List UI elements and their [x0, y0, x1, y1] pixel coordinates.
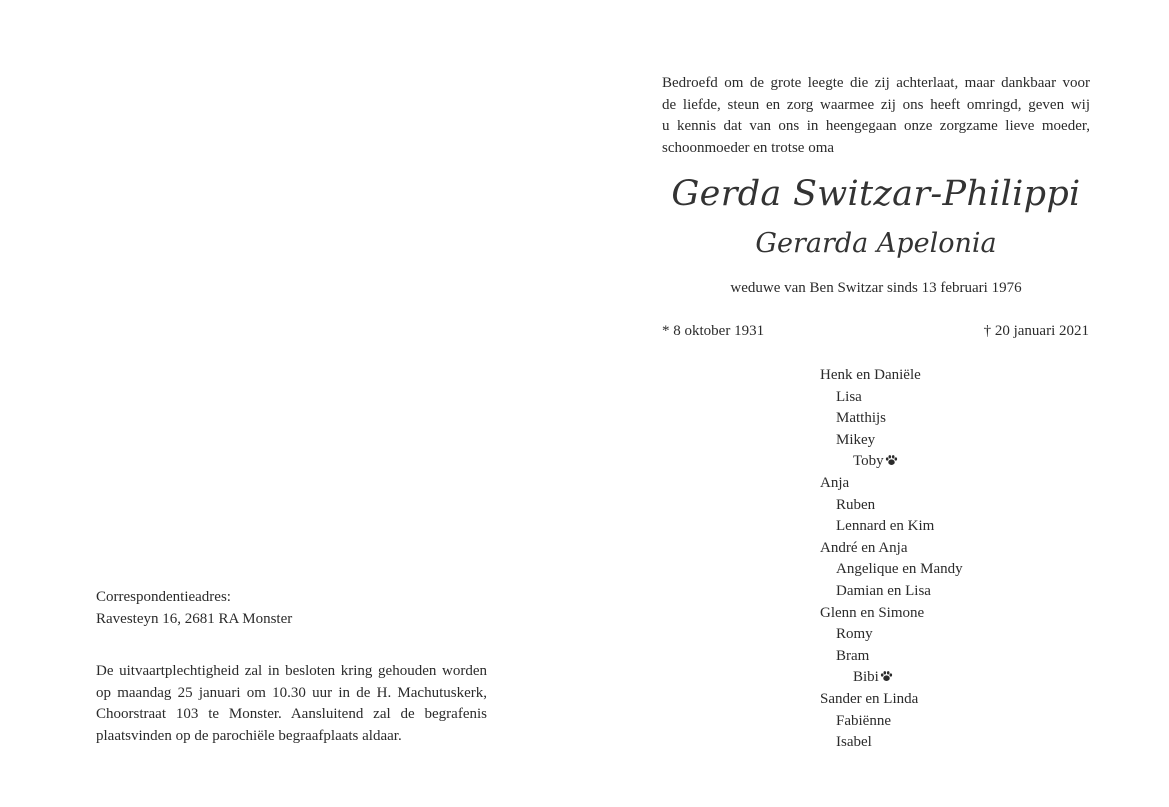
family-member [820, 667, 963, 689]
birth-date: * 8 oktober 1931 [662, 323, 765, 339]
family-member-name: Glenn en Simone [820, 604, 925, 621]
intro-paragraph [662, 73, 1090, 160]
family-member [820, 711, 963, 733]
widow-line: weduwe van Ben Switzar sinds 13 februari 1976 [730, 280, 1022, 296]
family-member [820, 689, 963, 711]
deceased-given-name: Gerarda Apelonia [755, 228, 997, 259]
family-member-name: Sander en Linda [820, 690, 919, 707]
family-member [820, 559, 963, 581]
family-member [820, 451, 963, 473]
family-member-name: Toby [853, 453, 884, 470]
family-member-name: Fabiënne [836, 712, 891, 729]
family-member-name: Bibi [853, 669, 879, 686]
family-member [820, 581, 963, 603]
family-member [820, 732, 963, 754]
family-member-name: Lennard en Kim [836, 518, 935, 535]
intro-line: schoonmoeder en trotse oma [662, 140, 835, 157]
correspondence-address: Ravesteyn 16, 2681 RA Monster [96, 611, 293, 627]
funeral-line: op maandag 25 januari om 10.30 uur in de H. Machutuskerk, [96, 684, 487, 701]
intro-line: Bedroefd om de grote leegte die zij achterlaat, maar dankbaar voor [662, 75, 1090, 91]
family-member-name: Ruben [836, 496, 876, 513]
family-list [820, 365, 963, 754]
family-member-name: Anja [820, 474, 850, 491]
family-member [820, 516, 963, 538]
funeral-line: De uitvaartplechtigheid zal in besloten kring gehouden worden [96, 663, 487, 679]
intro-line: u kennis dat van ons in heengegaan onze zorgzame lieve moeder, [662, 118, 1090, 135]
family-member [820, 603, 963, 625]
family-member [820, 538, 963, 560]
family-member-name: Angelique en Mandy [836, 561, 963, 578]
family-member [820, 365, 963, 387]
funeral-line: Choorstraat 103 te Monster. Aansluitend zal de begrafenis [96, 706, 487, 723]
family-member [820, 646, 963, 668]
family-member-name: Mikey [836, 431, 876, 448]
funeral-paragraph [96, 661, 487, 748]
paw-icon [885, 454, 898, 466]
family-member-name: Bram [836, 647, 870, 664]
family-member [820, 430, 963, 452]
family-member-name: Isabel [836, 734, 872, 751]
family-member [820, 408, 963, 430]
family-member [820, 495, 963, 517]
family-member-name: Damian en Lisa [836, 582, 931, 599]
family-member [820, 624, 963, 646]
family-member-name: Romy [836, 626, 873, 643]
family-member-name: André en Anja [820, 539, 908, 556]
intro-line: de liefde, steun en zorg waarmee zij ons heeft omringd, geven wij [662, 96, 1090, 113]
family-member-name: Matthijs [836, 410, 887, 427]
family-member [820, 387, 963, 409]
family-member-name: Henk en Daniële [820, 367, 921, 383]
death-date: † 20 januari 2021 [983, 323, 1089, 339]
paw-icon [880, 670, 893, 682]
family-member [820, 473, 963, 495]
family-member-name: Lisa [836, 388, 862, 405]
deceased-name: Gerda Switzar-Philippi [671, 174, 1081, 214]
correspondence-block [96, 586, 292, 630]
correspondence-label: Correspondentieadres: [96, 589, 231, 605]
funeral-line: plaatsvinden op de parochiële begraafplaats aldaar. [96, 728, 402, 745]
